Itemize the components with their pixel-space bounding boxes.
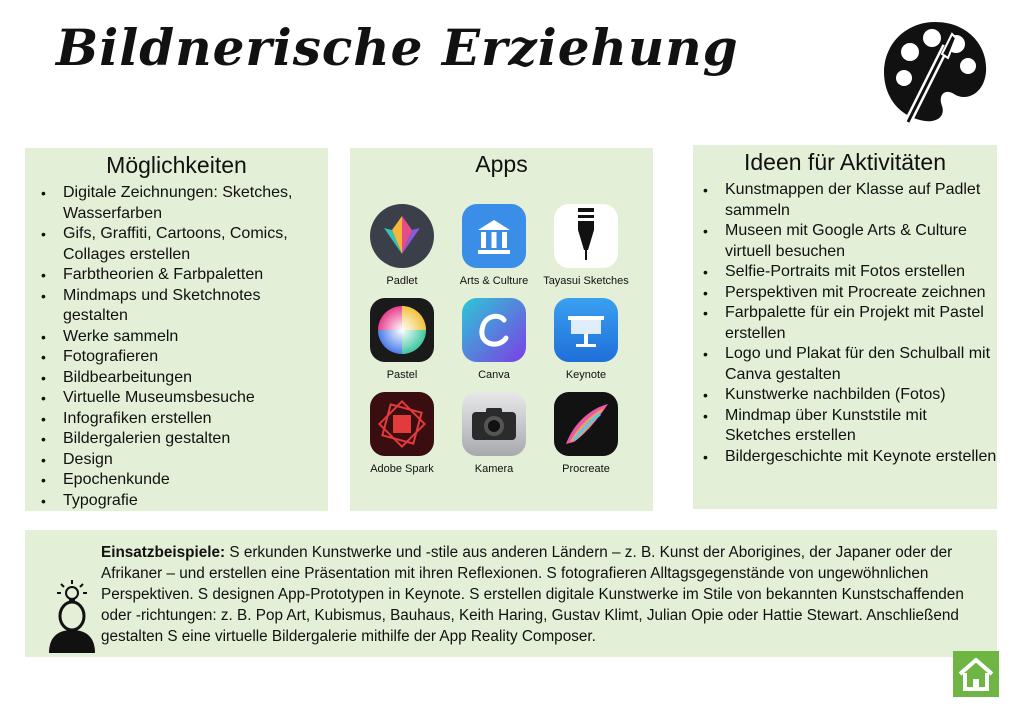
home-button[interactable] (953, 651, 999, 697)
list-item: • Farbtheorien & Farbpaletten (63, 265, 328, 286)
home-icon (953, 651, 999, 697)
list-item: • Museen mit Google Arts & Culture virtuell besuchen (725, 221, 997, 262)
app-arts-culture[interactable] (448, 204, 540, 287)
list-item: • Gifs, Graffiti, Cartoons, Comics, Collages erstellen (63, 224, 328, 265)
list-item: • Kunstwerke nachbilden (Fotos) (725, 385, 997, 406)
list-item: • Bildbearbeitungen (63, 368, 328, 389)
einsatzbeispiele-panel (25, 530, 997, 657)
list-item: • Farbpalette für ein Projekt mit Pastel erstellen (725, 303, 997, 344)
tayasui-sketches-icon (554, 204, 618, 268)
list-item: • Typografie (63, 491, 328, 512)
paint-palette-icon (880, 16, 990, 126)
moeglichkeiten-panel (25, 148, 328, 511)
list-item: • Werke sammeln (63, 327, 328, 348)
adobe-spark-icon (370, 392, 434, 456)
apps-heading: Apps (475, 151, 528, 177)
app-label: Canva (478, 369, 510, 381)
list-item: • Design (63, 450, 328, 471)
apps-panel (350, 148, 653, 511)
padlet-icon (370, 204, 434, 268)
app-label: Padlet (386, 275, 418, 287)
list-item: • Epochenkunde (63, 470, 328, 491)
list-item: • Bildergalerien gestalten (63, 429, 328, 450)
list-item: • Perspektiven mit Procreate zeichnen (725, 283, 997, 304)
app-padlet[interactable] (356, 204, 448, 287)
list-item: • Bildergeschichte mit Keynote erstellen (725, 447, 997, 468)
einsatzbeispiele-text (101, 542, 987, 647)
app-label: Arts & Culture (459, 275, 529, 287)
ideen-heading: Ideen für Aktivitäten (743, 149, 946, 175)
app-label: Procreate (562, 463, 610, 475)
moeglichkeiten-heading: Möglichkeiten (106, 152, 247, 178)
app-adobe-spark[interactable] (356, 392, 448, 475)
camera-icon (462, 392, 526, 456)
ideen-list (693, 180, 997, 467)
app-label: Keynote (565, 369, 607, 381)
list-item: • Digitale Zeichnungen: Sketches, Wasserfarben (63, 183, 328, 224)
list-item: • Kunstmappen der Klasse auf Padlet sammeln (725, 180, 997, 221)
list-item: • Mindmaps und Sketchnotes gestalten (63, 286, 328, 327)
person-idea-icon (47, 578, 97, 653)
list-item: • Virtuelle Museumsbesuche (63, 388, 328, 409)
app-procreate[interactable] (540, 392, 632, 475)
list-item: • Selfie-Portraits mit Fotos erstellen (725, 262, 997, 283)
list-item: • Mindmap über Kunststile mit Sketches erstellen (725, 406, 997, 447)
ideen-panel (693, 145, 997, 509)
app-canva[interactable] (448, 298, 540, 381)
app-label: Kamera (474, 463, 514, 475)
app-tayasui-sketches[interactable] (540, 204, 632, 287)
page-title: Bildnerische Erziehung (56, 18, 739, 77)
pastel-icon (370, 298, 434, 362)
app-keynote[interactable] (540, 298, 632, 381)
app-label: Pastel (386, 369, 418, 381)
procreate-icon (554, 392, 618, 456)
canva-icon (462, 298, 526, 362)
app-pastel[interactable] (356, 298, 448, 381)
einsatzbeispiele-body: S erkunden Kunstwerke und -stile aus anderen Ländern – z. B. Kunst der Aborigines, der Japaner oder der Afrikaner – und erstellen eine Präsentation mit ihren Reflexionen. S fotografieren Alltagsgegenstände von ungewöhnlichen Perspektiven. S designen App-Prototypen in Keynote. S erstellen digitale Kunstwerke im Stile von bekannten Kunstschaffenden oder -richtungen: z. B. Pop Art, Kubismus, Bauhaus, Keith Haring, Gustav Klimt, Julian Opie oder Hattie Stewart. Anschließend gestalten S eine virtuelle Bildergalerie mithilfe der App Reality Composer. (101, 544, 964, 645)
einsatzbeispiele-label: Einsatzbeispiele: (101, 544, 226, 561)
app-label: Tayasui Sketches (543, 275, 629, 287)
app-kamera[interactable] (448, 392, 540, 475)
app-label: Adobe Spark (370, 463, 434, 475)
list-item: • Logo und Plakat für den Schulball mit Canva gestalten (725, 344, 997, 385)
keynote-icon (554, 298, 618, 362)
moeglichkeiten-list (25, 183, 328, 511)
list-item: • Fotografieren (63, 347, 328, 368)
list-item: • Infografiken erstellen (63, 409, 328, 430)
arts-culture-icon (462, 204, 526, 268)
